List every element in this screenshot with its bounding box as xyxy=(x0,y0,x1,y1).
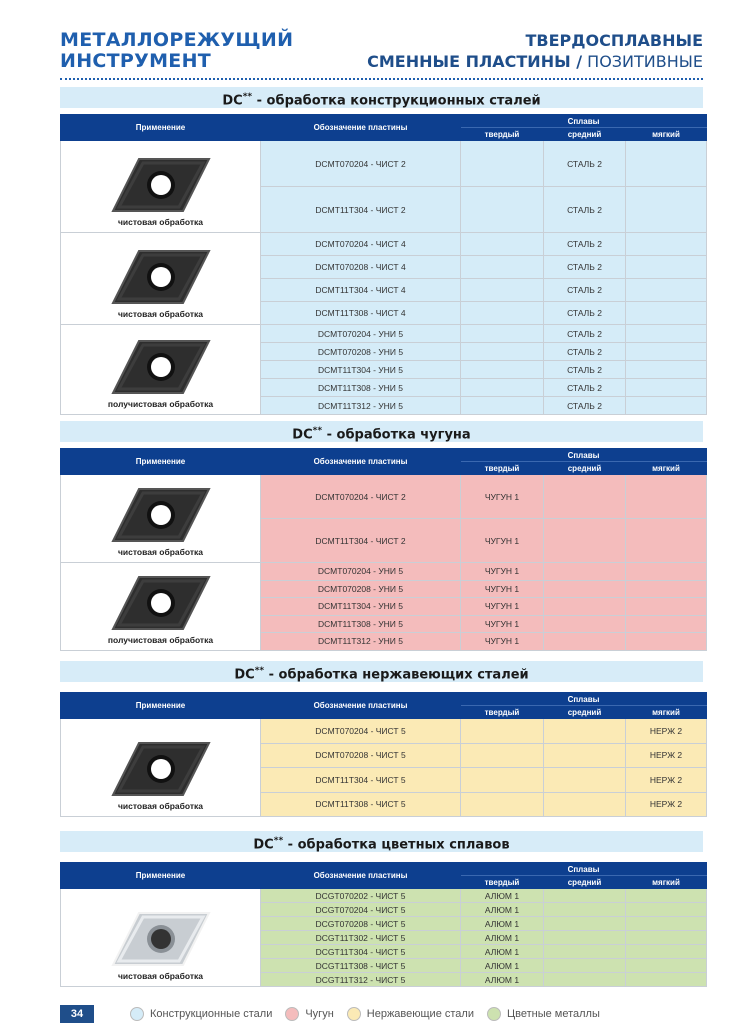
section-title-prefix: DC xyxy=(292,427,313,443)
col-medium: средний xyxy=(544,462,626,475)
application-cell xyxy=(61,719,261,817)
hard-cell xyxy=(461,768,544,793)
material-legend xyxy=(130,1007,613,1021)
section-title-text: - обработка цветных сплавов xyxy=(283,837,510,853)
medium-cell xyxy=(544,519,626,563)
hard-cell: АЛЮМ 1 xyxy=(461,973,544,987)
medium-cell: СТАЛЬ 2 xyxy=(544,233,626,256)
application-cell xyxy=(61,475,261,563)
legend-swatch xyxy=(285,1007,299,1021)
table-row xyxy=(61,889,707,903)
application-label: чистовая обработка xyxy=(117,547,204,557)
section-title-sup: ** xyxy=(273,836,284,846)
medium-cell xyxy=(544,973,626,987)
soft-cell xyxy=(626,917,707,931)
table-row xyxy=(61,325,707,343)
designation-cell: DCMT070204 - УНИ 5 xyxy=(261,563,461,581)
insert-image xyxy=(109,245,213,309)
soft-cell xyxy=(626,889,707,903)
insert-table xyxy=(60,114,707,415)
designation-cell: DCMT070204 - УНИ 5 xyxy=(261,325,461,343)
medium-cell xyxy=(544,598,626,616)
medium-cell xyxy=(544,719,626,744)
soft-cell: НЕРЖ 2 xyxy=(626,743,707,768)
legend-label: Нержавеющие стали xyxy=(366,1008,474,1020)
insert-table xyxy=(60,862,707,987)
section-title-sup: ** xyxy=(312,426,323,436)
medium-cell xyxy=(544,743,626,768)
designation-cell: DCMT11T304 - ЧИСТ 5 xyxy=(261,768,461,793)
section-title-sup: ** xyxy=(242,92,253,102)
designation-cell: DCGT11T302 - ЧИСТ 5 xyxy=(261,931,461,945)
soft-cell xyxy=(626,959,707,973)
hard-cell: ЧУГУН 1 xyxy=(461,475,544,519)
application-label: чистовая обработка xyxy=(117,309,204,319)
medium-cell: СТАЛЬ 2 xyxy=(544,256,626,279)
insert-image xyxy=(109,483,213,547)
legend-item xyxy=(285,1007,333,1021)
designation-cell: DCGT070202 - ЧИСТ 5 xyxy=(261,889,461,903)
category-title-line1: ТВЕРДОСПЛАВНЫЕ xyxy=(525,31,703,50)
medium-cell xyxy=(544,563,626,581)
medium-cell: СТАЛЬ 2 xyxy=(544,325,626,343)
designation-cell: DCMT070208 - ЧИСТ 5 xyxy=(261,743,461,768)
col-hard: твердый xyxy=(461,128,544,141)
application-label: чистовая обработка xyxy=(117,801,204,811)
soft-cell xyxy=(626,973,707,987)
section-title-text: - обработка чугуна xyxy=(322,427,471,443)
hard-cell xyxy=(461,187,544,233)
section-title-prefix: DC xyxy=(253,837,274,853)
designation-cell: DCMT070204 - ЧИСТ 2 xyxy=(261,475,461,519)
legend-swatch xyxy=(487,1007,501,1021)
application-cell xyxy=(61,889,261,987)
col-soft: мягкий xyxy=(626,128,707,141)
col-application: Применение xyxy=(61,115,261,141)
section-title-text: - обработка конструкционных сталей xyxy=(252,93,541,109)
hard-cell: ЧУГУН 1 xyxy=(461,615,544,633)
application-label: получистовая обработка xyxy=(107,634,214,645)
hard-cell: АЛЮМ 1 xyxy=(461,959,544,973)
table-row xyxy=(61,475,707,519)
application-cell xyxy=(61,563,261,651)
hard-cell xyxy=(461,397,544,415)
hard-cell: ЧУГУН 1 xyxy=(461,519,544,563)
medium-cell xyxy=(544,475,626,519)
designation-cell: DCMT11T308 - ЧИСТ 4 xyxy=(261,302,461,325)
soft-cell xyxy=(626,615,707,633)
insert-table xyxy=(60,448,707,651)
hard-cell: ЧУГУН 1 xyxy=(461,633,544,651)
insert-image xyxy=(109,153,213,217)
col-soft: мягкий xyxy=(626,462,707,475)
insert-image xyxy=(109,571,213,635)
application-label: чистовая обработка xyxy=(117,971,204,981)
col-hard: твердый xyxy=(461,876,544,889)
designation-cell: DCMT11T308 - УНИ 5 xyxy=(261,615,461,633)
col-medium: средний xyxy=(544,876,626,889)
soft-cell: НЕРЖ 2 xyxy=(626,792,707,817)
designation-cell: DCGT070208 - ЧИСТ 5 xyxy=(261,917,461,931)
hard-cell xyxy=(461,302,544,325)
hard-cell xyxy=(461,279,544,302)
insert-table xyxy=(60,692,707,817)
designation-cell: DCMT11T308 - УНИ 5 xyxy=(261,379,461,397)
col-soft: мягкий xyxy=(626,876,707,889)
brand-title-line2: ИНСТРУМЕНТ xyxy=(60,50,212,72)
insert-image xyxy=(109,737,213,801)
hard-cell: ЧУГУН 1 xyxy=(461,580,544,598)
hard-cell xyxy=(461,361,544,379)
designation-cell: DCMT070204 - ЧИСТ 4 xyxy=(261,233,461,256)
application-label: чистовая обработка xyxy=(117,217,204,227)
soft-cell xyxy=(626,519,707,563)
medium-cell: СТАЛЬ 2 xyxy=(544,397,626,415)
application-label: получистовая обработка xyxy=(107,399,214,409)
header-divider xyxy=(60,78,703,80)
legend-label: Конструкционные стали xyxy=(150,1008,273,1020)
section-title-prefix: DC xyxy=(234,667,255,683)
application-cell xyxy=(61,325,261,415)
col-medium: средний xyxy=(544,706,626,719)
soft-cell xyxy=(626,343,707,361)
medium-cell xyxy=(544,633,626,651)
hard-cell: АЛЮМ 1 xyxy=(461,889,544,903)
hard-cell xyxy=(461,256,544,279)
medium-cell xyxy=(544,903,626,917)
col-alloys: Сплавы xyxy=(461,115,707,128)
medium-cell xyxy=(544,792,626,817)
legend-swatch xyxy=(347,1007,361,1021)
medium-cell: СТАЛЬ 2 xyxy=(544,343,626,361)
section-title-sup: ** xyxy=(254,666,265,676)
medium-cell xyxy=(544,889,626,903)
designation-cell: DCMT070208 - УНИ 5 xyxy=(261,580,461,598)
insert-image xyxy=(109,335,213,399)
designation-cell: DCMT070204 - ЧИСТ 2 xyxy=(261,141,461,187)
hard-cell: АЛЮМ 1 xyxy=(461,931,544,945)
category-title-thin: ПОЗИТИВНЫЕ xyxy=(582,52,703,71)
application-cell xyxy=(61,233,261,325)
soft-cell xyxy=(626,931,707,945)
designation-cell: DCMT070208 - ЧИСТ 4 xyxy=(261,256,461,279)
designation-cell: DCMT11T304 - ЧИСТ 2 xyxy=(261,187,461,233)
col-application: Применение xyxy=(61,449,261,475)
designation-cell: DCGT11T312 - ЧИСТ 5 xyxy=(261,973,461,987)
medium-cell: СТАЛЬ 2 xyxy=(544,187,626,233)
medium-cell xyxy=(544,931,626,945)
designation-cell: DCMT070204 - ЧИСТ 5 xyxy=(261,719,461,744)
application-cell xyxy=(61,141,261,233)
hard-cell: ЧУГУН 1 xyxy=(461,563,544,581)
designation-cell: DCGT070204 - ЧИСТ 5 xyxy=(261,903,461,917)
col-hard: твердый xyxy=(461,462,544,475)
table-row xyxy=(61,233,707,256)
medium-cell: СТАЛЬ 2 xyxy=(544,302,626,325)
medium-cell xyxy=(544,615,626,633)
soft-cell xyxy=(626,563,707,581)
col-soft: мягкий xyxy=(626,706,707,719)
col-designation: Обозначение пластины xyxy=(261,693,461,719)
soft-cell xyxy=(626,279,707,302)
soft-cell xyxy=(626,187,707,233)
hard-cell xyxy=(461,233,544,256)
section-title-prefix: DC xyxy=(222,93,243,109)
designation-cell: DCGT11T308 - ЧИСТ 5 xyxy=(261,959,461,973)
brand-title-line1: МЕТАЛЛОРЕЖУЩИЙ xyxy=(60,29,294,51)
insert-image xyxy=(109,907,213,971)
designation-cell: DCMT070208 - УНИ 5 xyxy=(261,343,461,361)
legend-label: Цветные металлы xyxy=(506,1008,600,1020)
section-title xyxy=(60,421,703,442)
soft-cell xyxy=(626,633,707,651)
soft-cell xyxy=(626,475,707,519)
soft-cell xyxy=(626,903,707,917)
page-number: 34 xyxy=(60,1005,94,1023)
legend-item xyxy=(347,1007,474,1021)
designation-cell: DCMT11T304 - УНИ 5 xyxy=(261,598,461,616)
brand-title xyxy=(60,30,293,72)
col-medium: средний xyxy=(544,128,626,141)
designation-cell: DCMT11T308 - ЧИСТ 5 xyxy=(261,792,461,817)
medium-cell xyxy=(544,580,626,598)
soft-cell xyxy=(626,141,707,187)
col-alloys: Сплавы xyxy=(461,863,707,876)
medium-cell: СТАЛЬ 2 xyxy=(544,379,626,397)
designation-cell: DCMT11T304 - ЧИСТ 4 xyxy=(261,279,461,302)
section-title xyxy=(60,831,703,852)
hard-cell xyxy=(461,379,544,397)
hard-cell xyxy=(461,343,544,361)
soft-cell xyxy=(626,580,707,598)
medium-cell: СТАЛЬ 2 xyxy=(544,361,626,379)
col-application: Применение xyxy=(61,693,261,719)
legend-label: Чугун xyxy=(305,1008,334,1020)
medium-cell xyxy=(544,959,626,973)
table-row xyxy=(61,719,707,744)
legend-item xyxy=(130,1007,272,1021)
col-alloys: Сплавы xyxy=(461,693,707,706)
soft-cell xyxy=(626,379,707,397)
section-title xyxy=(60,661,703,682)
soft-cell xyxy=(626,361,707,379)
soft-cell xyxy=(626,325,707,343)
category-title-line2 xyxy=(367,51,703,72)
designation-cell: DCMT11T304 - УНИ 5 xyxy=(261,361,461,379)
soft-cell xyxy=(626,233,707,256)
designation-cell: DCGT11T304 - ЧИСТ 5 xyxy=(261,945,461,959)
hard-cell xyxy=(461,792,544,817)
table-row xyxy=(61,141,707,187)
soft-cell xyxy=(626,256,707,279)
page-footer xyxy=(60,1005,613,1023)
soft-cell xyxy=(626,302,707,325)
soft-cell xyxy=(626,945,707,959)
soft-cell: НЕРЖ 2 xyxy=(626,719,707,744)
col-designation: Обозначение пластины xyxy=(261,863,461,889)
section-title-text: - обработка нержавеющих сталей xyxy=(264,667,529,683)
soft-cell xyxy=(626,598,707,616)
hard-cell: АЛЮМ 1 xyxy=(461,945,544,959)
hard-cell: ЧУГУН 1 xyxy=(461,598,544,616)
legend-swatch xyxy=(130,1007,144,1021)
designation-cell: DCMT11T312 - УНИ 5 xyxy=(261,397,461,415)
medium-cell xyxy=(544,768,626,793)
medium-cell: СТАЛЬ 2 xyxy=(544,141,626,187)
table-row xyxy=(61,563,707,581)
designation-cell: DCMT11T312 - УНИ 5 xyxy=(261,633,461,651)
col-application: Применение xyxy=(61,863,261,889)
soft-cell xyxy=(626,397,707,415)
hard-cell xyxy=(461,141,544,187)
medium-cell xyxy=(544,945,626,959)
medium-cell xyxy=(544,917,626,931)
legend-item xyxy=(487,1007,600,1021)
hard-cell xyxy=(461,325,544,343)
soft-cell: НЕРЖ 2 xyxy=(626,768,707,793)
designation-cell: DCMT11T304 - ЧИСТ 2 xyxy=(261,519,461,563)
col-designation: Обозначение пластины xyxy=(261,449,461,475)
category-title-bold: СМЕННЫЕ ПЛАСТИНЫ / xyxy=(367,52,583,71)
hard-cell xyxy=(461,743,544,768)
medium-cell: СТАЛЬ 2 xyxy=(544,279,626,302)
hard-cell xyxy=(461,719,544,744)
col-designation: Обозначение пластины xyxy=(261,115,461,141)
col-hard: твердый xyxy=(461,706,544,719)
category-title xyxy=(367,30,703,72)
hard-cell: АЛЮМ 1 xyxy=(461,903,544,917)
col-alloys: Сплавы xyxy=(461,449,707,462)
hard-cell: АЛЮМ 1 xyxy=(461,917,544,931)
section-title xyxy=(60,87,703,108)
